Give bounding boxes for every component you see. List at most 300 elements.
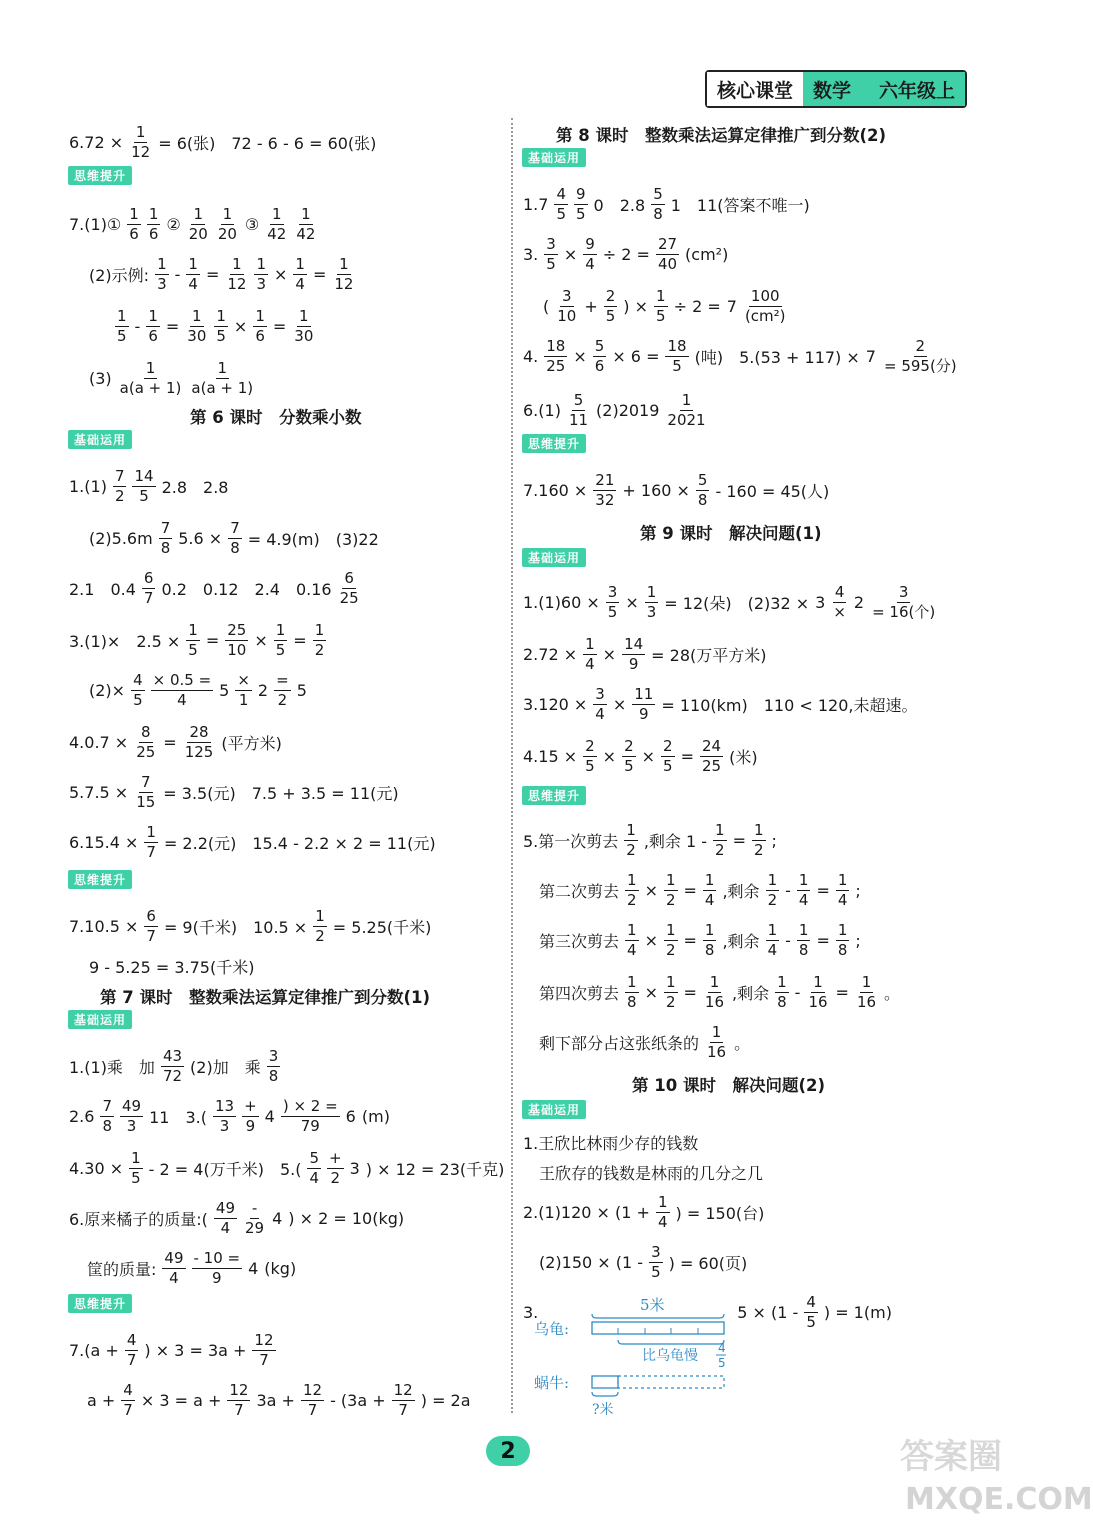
numerator: 49 bbox=[122, 1096, 142, 1115]
text-run: ,剩余 bbox=[732, 983, 770, 1003]
text-run: = bbox=[816, 880, 830, 900]
text-run: ) × 2 = 10(kg) bbox=[288, 1208, 405, 1228]
text-run: × 6 = bbox=[612, 346, 660, 366]
fraction bbox=[293, 254, 307, 293]
tag-think: 思维提升 bbox=[68, 166, 132, 185]
denominator: 4 bbox=[585, 654, 595, 673]
denominator: 3 bbox=[256, 274, 266, 293]
numerator: 2 bbox=[585, 736, 595, 755]
numerator: + bbox=[329, 1148, 342, 1167]
text-run: 1.(1)60 × bbox=[523, 592, 600, 612]
denominator: 16 bbox=[707, 1042, 727, 1061]
text-run: 0 2.8 bbox=[593, 195, 646, 215]
numerator: 1 bbox=[627, 972, 637, 991]
text-run: × bbox=[644, 880, 658, 900]
denominator: 2 bbox=[314, 640, 325, 659]
text-run: ; bbox=[771, 830, 777, 850]
numerator: 1 bbox=[709, 972, 720, 991]
tortoise-snail-diagram bbox=[520, 1292, 740, 1422]
numerator: 49 bbox=[164, 1248, 184, 1267]
text-run: 3a + bbox=[256, 1390, 295, 1410]
fraction bbox=[225, 620, 248, 659]
denominator: 5 bbox=[656, 306, 666, 325]
fraction bbox=[213, 1096, 236, 1135]
numerator: 1 bbox=[711, 1022, 722, 1041]
fraction bbox=[664, 920, 678, 959]
slower-frac-d: 5 bbox=[718, 1356, 726, 1370]
numerator: 9 bbox=[585, 234, 595, 253]
denominator: 5 bbox=[546, 254, 556, 273]
denominator: 7 bbox=[146, 842, 156, 861]
fraction bbox=[700, 736, 723, 775]
numerator: 1 bbox=[813, 972, 823, 991]
fraction bbox=[555, 286, 578, 325]
text-run: 。 bbox=[734, 1033, 751, 1053]
tortoise-ticks bbox=[618, 1328, 698, 1334]
fraction bbox=[155, 254, 169, 293]
numerator: 14 bbox=[624, 634, 644, 653]
text-run: ,剩余 bbox=[722, 931, 760, 951]
text-run: ③ bbox=[244, 214, 260, 234]
fraction bbox=[307, 1148, 321, 1187]
lesson9-answer bbox=[520, 684, 920, 724]
numerator: 1 bbox=[646, 582, 657, 601]
fraction bbox=[583, 634, 597, 673]
tag-basic: 基础运用 bbox=[68, 430, 132, 449]
denominator: 15 bbox=[136, 792, 156, 811]
text-run: + 160 × bbox=[622, 480, 690, 500]
numerator: ) × 2 = bbox=[282, 1096, 338, 1115]
lesson6-answer bbox=[66, 466, 231, 506]
numerator: 1 bbox=[657, 1192, 668, 1211]
denominator: (cm²) bbox=[744, 306, 786, 325]
fraction bbox=[645, 582, 659, 621]
denominator: 2 bbox=[330, 1168, 341, 1187]
text-run: 7 bbox=[726, 296, 737, 316]
text-run: = 110(km) 110 < 120,未超速。 bbox=[661, 695, 918, 715]
numerator: 2 bbox=[624, 736, 634, 755]
denominator: 6 bbox=[148, 224, 159, 243]
numerator: 1 bbox=[585, 634, 595, 653]
fraction bbox=[129, 1148, 143, 1187]
tag-basic: 基础运用 bbox=[522, 548, 586, 567]
numerator: 1 bbox=[798, 920, 809, 939]
text-run: = bbox=[293, 630, 307, 650]
text-run: × bbox=[573, 346, 587, 366]
denominator: 4 bbox=[188, 274, 198, 293]
lesson8-answer bbox=[520, 390, 711, 430]
text-run: 6.原来橘子的质量:( bbox=[69, 1209, 208, 1229]
text-run: 。 bbox=[884, 983, 901, 1003]
tortoise-label: 乌龟: bbox=[534, 1320, 570, 1338]
denominator: 7 bbox=[126, 1350, 137, 1369]
denominator: 4 bbox=[585, 254, 595, 273]
fraction bbox=[583, 234, 597, 273]
text-run: (2)5.6m bbox=[89, 528, 153, 548]
numerator: 1 bbox=[272, 204, 282, 223]
numerator: 9 bbox=[576, 184, 586, 203]
fraction bbox=[338, 568, 361, 607]
text-run: 3.(1)× 2.5 × bbox=[69, 631, 181, 651]
tag-basic: 基础运用 bbox=[68, 1010, 132, 1029]
numerator: 1 bbox=[777, 972, 787, 991]
denominator: 4 bbox=[798, 890, 809, 909]
denominator: 8 bbox=[697, 490, 708, 509]
snail-label: 蜗牛: bbox=[534, 1374, 570, 1392]
lesson-7-title: 第 7 课时 整数乘法运算定律推广到分数(1) bbox=[100, 988, 431, 1007]
lesson7-answer bbox=[66, 1330, 279, 1370]
denominator: 20 bbox=[217, 224, 237, 243]
text-run: 剩下部分占这张纸条的 bbox=[539, 1033, 700, 1053]
numerator: 1 bbox=[131, 1148, 141, 1167]
numerator: 3 bbox=[595, 684, 605, 703]
numerator: 12 bbox=[254, 1330, 274, 1349]
denominator: 9 bbox=[245, 1116, 256, 1135]
denominator: 30 bbox=[294, 326, 314, 345]
fraction bbox=[131, 670, 145, 709]
diagram-svg bbox=[520, 1292, 740, 1422]
fraction bbox=[622, 634, 645, 673]
denominator: 25 bbox=[546, 356, 566, 375]
numerator: 5 bbox=[309, 1148, 320, 1167]
numerator: 1 bbox=[146, 822, 156, 841]
denominator: 12 bbox=[227, 274, 247, 293]
fraction bbox=[228, 518, 242, 557]
fraction bbox=[189, 358, 255, 397]
lesson6-answer bbox=[66, 906, 434, 946]
lesson7-answer bbox=[66, 1198, 407, 1238]
numerator: 3 bbox=[607, 582, 618, 601]
numerator: 1 bbox=[222, 204, 233, 223]
text-run: 第三次剪去 bbox=[539, 931, 620, 951]
fraction bbox=[703, 920, 717, 959]
fraction bbox=[870, 582, 937, 621]
fraction bbox=[554, 184, 568, 223]
fraction bbox=[147, 204, 161, 243]
text-run: - 160 = 45(人) bbox=[715, 481, 830, 501]
tag-think: 思维提升 bbox=[522, 786, 586, 805]
denominator: 16 bbox=[808, 992, 828, 1011]
denominator: 1 bbox=[238, 690, 249, 709]
numerator: 1 bbox=[148, 204, 159, 223]
fraction bbox=[294, 204, 317, 243]
denominator: 8 bbox=[102, 1116, 112, 1135]
denominator: 25 bbox=[701, 756, 722, 775]
text-run: 筐的质量: bbox=[87, 1259, 157, 1279]
lesson-9-title: 第 9 课时 解决问题(1) bbox=[640, 524, 822, 543]
lesson-8-title: 第 8 课时 整数乘法运算定律推广到分数(2) bbox=[556, 126, 887, 145]
fraction bbox=[593, 336, 607, 375]
fraction bbox=[882, 336, 959, 375]
numerator: 6 bbox=[146, 906, 156, 925]
fraction bbox=[127, 204, 141, 243]
fraction bbox=[625, 920, 639, 959]
denominator: 6 bbox=[148, 326, 158, 345]
text-run: - bbox=[174, 264, 181, 284]
fraction bbox=[656, 1192, 670, 1231]
denominator: a(a + 1) bbox=[191, 378, 254, 397]
fraction bbox=[161, 1046, 184, 1085]
text-run: × bbox=[254, 630, 268, 650]
column-divider bbox=[511, 118, 513, 1413]
denominator: 125 bbox=[184, 742, 214, 761]
numerator: 14 bbox=[134, 466, 154, 485]
denominator: 5 bbox=[275, 640, 286, 659]
text-run: (2)加 乘 bbox=[190, 1057, 261, 1077]
tag-think: 思维提升 bbox=[68, 870, 132, 889]
denominator: 2 bbox=[665, 940, 676, 959]
fraction bbox=[159, 518, 173, 557]
text-run: 4 bbox=[248, 1258, 259, 1278]
numerator: 3 bbox=[562, 286, 572, 305]
denominator: 4 bbox=[837, 890, 848, 909]
denominator: a(a + 1) bbox=[119, 378, 182, 397]
text-run: 4 bbox=[272, 1208, 283, 1228]
lesson6-answer bbox=[66, 722, 285, 762]
text-run: ,剩余 1 - bbox=[643, 831, 708, 851]
fraction bbox=[146, 306, 160, 345]
text-run: × bbox=[644, 930, 658, 950]
fraction bbox=[214, 306, 228, 345]
fraction bbox=[661, 736, 675, 775]
text-run: × bbox=[273, 264, 288, 284]
numerator: - 10 = bbox=[193, 1248, 241, 1267]
slower-frac-n: 4 bbox=[718, 1341, 726, 1355]
fraction bbox=[836, 920, 850, 959]
numerator: 1 bbox=[627, 870, 637, 889]
denominator: 16 bbox=[856, 992, 877, 1011]
text-run: (2)示例: bbox=[89, 265, 150, 285]
denominator: 5 bbox=[216, 326, 226, 345]
text-run: = bbox=[165, 316, 180, 336]
numerator: 1 bbox=[767, 870, 778, 889]
denominator: 9 bbox=[639, 704, 649, 723]
fraction bbox=[703, 870, 717, 909]
numerator: 1 bbox=[188, 254, 198, 273]
text-run: ÷ 2 = bbox=[602, 244, 650, 264]
denominator: 7 bbox=[143, 588, 154, 607]
numerator: 3 bbox=[546, 234, 556, 253]
numerator: 1 bbox=[135, 122, 146, 141]
fraction bbox=[804, 1292, 818, 1331]
fraction bbox=[144, 822, 158, 861]
numerator: 1 bbox=[188, 620, 198, 639]
text-run: (kg) bbox=[264, 1258, 297, 1278]
fraction bbox=[622, 736, 636, 775]
text-run: 0.2 0.12 2.4 0.16 bbox=[161, 579, 332, 599]
text-run: + bbox=[584, 296, 598, 316]
text-run: = 28(万平方米) bbox=[651, 645, 767, 665]
fraction bbox=[252, 1330, 275, 1369]
fraction bbox=[766, 920, 780, 959]
snail-unknown: ?米 bbox=[592, 1402, 614, 1418]
numerator: 1 bbox=[704, 870, 715, 889]
text-run: 1.(1)乘 加 bbox=[69, 1057, 155, 1077]
numerator: 27 bbox=[657, 234, 678, 253]
denominator: 2 bbox=[315, 926, 325, 945]
text-run: = 2.2(元) 15.4 - 2.2 × 2 = 11(元) bbox=[163, 833, 436, 853]
numerator: 4 bbox=[133, 670, 143, 689]
text-run: ) = 60(页) bbox=[668, 1253, 748, 1273]
denominator: 9 bbox=[628, 654, 639, 673]
text-run: ) × 3 = 3a + bbox=[144, 1340, 247, 1360]
numerator: 1 bbox=[299, 306, 309, 325]
text-run: 2.6 bbox=[69, 1106, 95, 1126]
text-run: 9 - 5.25 = 3.75(千米) bbox=[89, 957, 255, 977]
fraction bbox=[118, 358, 184, 397]
denominator: 5 bbox=[576, 204, 586, 223]
lesson7-answer bbox=[66, 1046, 283, 1086]
fraction bbox=[775, 972, 789, 1011]
text-run: 2.1 0.4 bbox=[69, 579, 136, 599]
fraction bbox=[855, 972, 878, 1011]
denominator: 7 bbox=[398, 1400, 408, 1419]
text-run: - bbox=[785, 880, 791, 900]
fraction bbox=[216, 204, 239, 243]
fraction bbox=[121, 1380, 135, 1419]
fraction bbox=[162, 1248, 185, 1287]
lesson7-answer bbox=[66, 1148, 507, 1188]
denominator: 2 bbox=[626, 840, 636, 859]
lesson9-answer bbox=[536, 1022, 753, 1062]
denominator: 5 bbox=[131, 1168, 141, 1187]
numerator: 1 bbox=[315, 906, 325, 925]
slower-brace bbox=[618, 1340, 724, 1344]
numerator: 1 bbox=[798, 870, 809, 889]
text-run: (米) bbox=[729, 747, 758, 767]
denominator: 5 bbox=[624, 756, 634, 775]
numerator: = bbox=[276, 670, 289, 689]
denominator: 5 bbox=[605, 306, 616, 325]
fraction bbox=[836, 870, 850, 909]
text-run: ) = 1(m) bbox=[823, 1302, 892, 1322]
text-run: ÷ 2 = bbox=[673, 296, 721, 316]
text-run: 7.(1)① bbox=[69, 214, 122, 234]
text-run: 3 bbox=[815, 592, 826, 612]
snail-brace bbox=[592, 1392, 618, 1396]
numerator: 6 bbox=[344, 568, 354, 587]
text-run: 3. bbox=[523, 1302, 539, 1322]
text-run: × bbox=[563, 244, 578, 264]
text-run: 第四次剪去 bbox=[539, 983, 620, 1003]
fraction bbox=[235, 670, 252, 709]
text-run: 11 3.( bbox=[149, 1107, 207, 1127]
denominator: 4 bbox=[767, 940, 778, 959]
answer-7-2a bbox=[86, 254, 358, 294]
text-run: (2)2019 bbox=[596, 400, 660, 420]
numerator: 43 bbox=[162, 1046, 183, 1065]
text-run: = bbox=[683, 982, 697, 1002]
denominator: 5 bbox=[556, 204, 566, 223]
text-run: ,剩余 bbox=[722, 881, 760, 901]
denominator: 10 bbox=[227, 640, 247, 659]
text-run: ② bbox=[166, 214, 181, 234]
fraction bbox=[242, 1096, 259, 1135]
text-run: = 9(千米) 10.5 × bbox=[163, 917, 308, 937]
tag-basic: 基础运用 bbox=[522, 1100, 586, 1119]
text-run: - (3a + bbox=[330, 1390, 386, 1410]
numerator: 1 bbox=[626, 820, 636, 839]
fraction bbox=[274, 670, 291, 709]
numerator: 5 bbox=[573, 390, 584, 409]
denominator: 8 bbox=[653, 204, 663, 223]
text-run: 4 bbox=[264, 1106, 275, 1126]
fraction bbox=[183, 722, 216, 761]
fraction bbox=[132, 466, 155, 505]
numerator: 2 bbox=[605, 286, 616, 305]
fraction bbox=[134, 772, 157, 811]
text-run: 1.7 bbox=[523, 194, 549, 214]
text-run: 3.120 × bbox=[523, 694, 588, 714]
numerator: 4 bbox=[126, 1330, 137, 1349]
denominator: 9 bbox=[212, 1268, 222, 1287]
numerator: 1 bbox=[837, 870, 848, 889]
text-run: - bbox=[785, 930, 791, 950]
lesson9-answer bbox=[536, 920, 864, 960]
numerator: 13 bbox=[214, 1096, 235, 1115]
denominator: 5 bbox=[188, 640, 198, 659]
numerator: 6 bbox=[143, 568, 154, 587]
numerator: 1 bbox=[295, 254, 305, 273]
denominator: 8 bbox=[837, 940, 848, 959]
fraction bbox=[665, 336, 688, 375]
lesson8-answer bbox=[520, 234, 731, 274]
text-run: - 2 = 4(万千米) 5.( bbox=[148, 1159, 302, 1179]
text-run: 2 bbox=[257, 680, 269, 700]
denominator: 2 bbox=[767, 890, 778, 909]
header-subject: 数学 bbox=[813, 79, 852, 102]
fraction bbox=[113, 466, 127, 505]
text-run: 4.30 × bbox=[69, 1158, 124, 1178]
numerator: 5 bbox=[697, 470, 708, 489]
fraction bbox=[703, 972, 726, 1011]
fraction bbox=[593, 684, 607, 723]
fraction bbox=[567, 390, 590, 429]
fraction bbox=[583, 736, 597, 775]
numerator: × 0.5 = bbox=[152, 670, 212, 689]
denominator: 5 bbox=[607, 602, 618, 621]
numerator: 1 bbox=[255, 306, 265, 325]
denominator: 4 bbox=[169, 1268, 179, 1287]
tag-think: 思维提升 bbox=[522, 434, 586, 453]
fraction bbox=[243, 1198, 266, 1237]
numerator: 1 bbox=[129, 204, 139, 223]
fraction bbox=[144, 906, 158, 945]
fraction bbox=[187, 204, 210, 243]
lesson7-answer bbox=[84, 1380, 474, 1420]
denominator: 12 bbox=[131, 142, 151, 161]
fraction bbox=[797, 920, 811, 959]
text-run: 5.第一次剪去 bbox=[523, 831, 619, 851]
denominator: 7 bbox=[259, 1350, 269, 1369]
text-run: 2 bbox=[853, 592, 865, 612]
text-run: = bbox=[683, 930, 697, 950]
text-run: 1.王欣比林雨少存的钱数 bbox=[523, 1133, 699, 1153]
numerator: 4 bbox=[123, 1380, 133, 1399]
numerator: 1 bbox=[193, 204, 204, 223]
text-run: 6 bbox=[345, 1106, 356, 1126]
denominator: 8 bbox=[627, 992, 637, 1011]
answer-7-2b bbox=[112, 306, 318, 346]
text-run: = bbox=[205, 630, 220, 650]
lesson6-answer bbox=[66, 822, 439, 862]
text-run: (平方米) bbox=[221, 733, 282, 753]
numerator: 1 bbox=[275, 620, 286, 639]
numerator: + bbox=[244, 1096, 257, 1115]
text-run: - bbox=[134, 316, 141, 336]
fraction bbox=[142, 568, 156, 607]
denominator: 7 bbox=[234, 1400, 244, 1419]
